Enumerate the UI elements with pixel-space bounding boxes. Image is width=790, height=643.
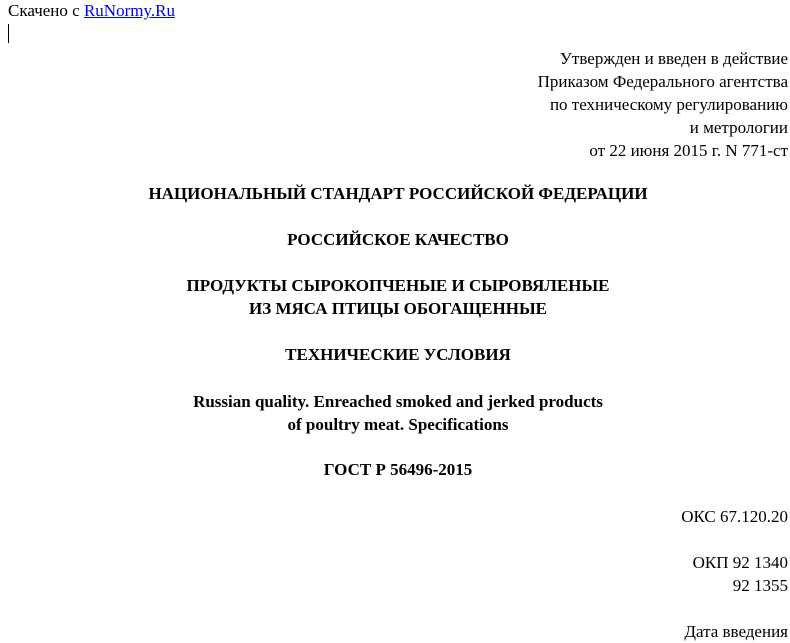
subtitle-ru-text: ТЕХНИЧЕСКИЕ УСЛОВИЯ [285, 345, 511, 364]
text-cursor [8, 24, 9, 43]
source-prefix: Скачено с [8, 1, 84, 20]
title-ru-line: ИЗ МЯСА ПТИЦЫ ОБОГАЩЕННЫЕ [249, 299, 547, 318]
title-en-line: Russian quality. Enreached smoked and jerked products [193, 392, 603, 411]
approval-line: от 22 июня 2015 г. N 771-ст [589, 141, 788, 160]
standard-series [0, 228, 790, 251]
source-line [8, 1, 175, 21]
okp-code: ОКП 92 1340 [692, 553, 788, 572]
title-en-line: of poultry meat. Specifications [287, 415, 509, 434]
standard-title-en [0, 390, 790, 436]
approval-line: и метрологии [689, 118, 788, 137]
approval-line: по техническому регулированию [549, 95, 788, 114]
intro-date-label: Дата введения [684, 622, 788, 641]
standard-heading-text: НАЦИОНАЛЬНЫЙ СТАНДАРТ РОССИЙСКОЙ ФЕДЕРАЦИИ [148, 184, 648, 203]
standard-code [0, 458, 790, 481]
standard-code-text: ГОСТ Р 56496-2015 [323, 460, 473, 479]
standard-title-ru [0, 274, 790, 320]
approval-line: Приказом Федерального агентства [537, 72, 788, 91]
oks-code: ОКС 67.120.20 [681, 507, 788, 526]
okp-code-2: 92 1355 [732, 576, 788, 595]
source-link[interactable]: RuNormy.Ru [83, 1, 175, 20]
standard-heading [0, 182, 790, 205]
approval-line: Утвержден и введен в действие [559, 49, 788, 68]
title-ru-line: ПРОДУКТЫ СЫРОКОПЧЕНЫЕ И СЫРОВЯЛЕНЫЕ [186, 276, 610, 295]
standard-subtitle-ru [0, 343, 790, 366]
standard-series-text: РОССИЙСКОЕ КАЧЕСТВО [287, 230, 509, 249]
approval-block [538, 47, 788, 162]
